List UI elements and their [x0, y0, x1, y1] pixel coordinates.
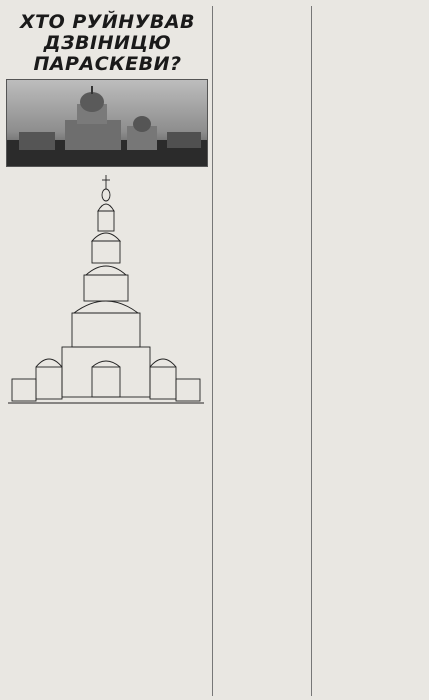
church-photo-svg — [7, 80, 207, 166]
headline-line-1: ХТО РУЙНУВАВ — [19, 11, 196, 33]
headline-line-2: ДЗВІНИЦЮ ПАРАСКЕВИ? — [33, 32, 182, 75]
church-photo-icon — [6, 79, 208, 167]
column-left — [6, 6, 209, 696]
bell-tower-drawing-icon — [6, 171, 206, 421]
column-middle — [212, 6, 308, 696]
headline — [6, 12, 209, 75]
column-right — [311, 6, 429, 696]
